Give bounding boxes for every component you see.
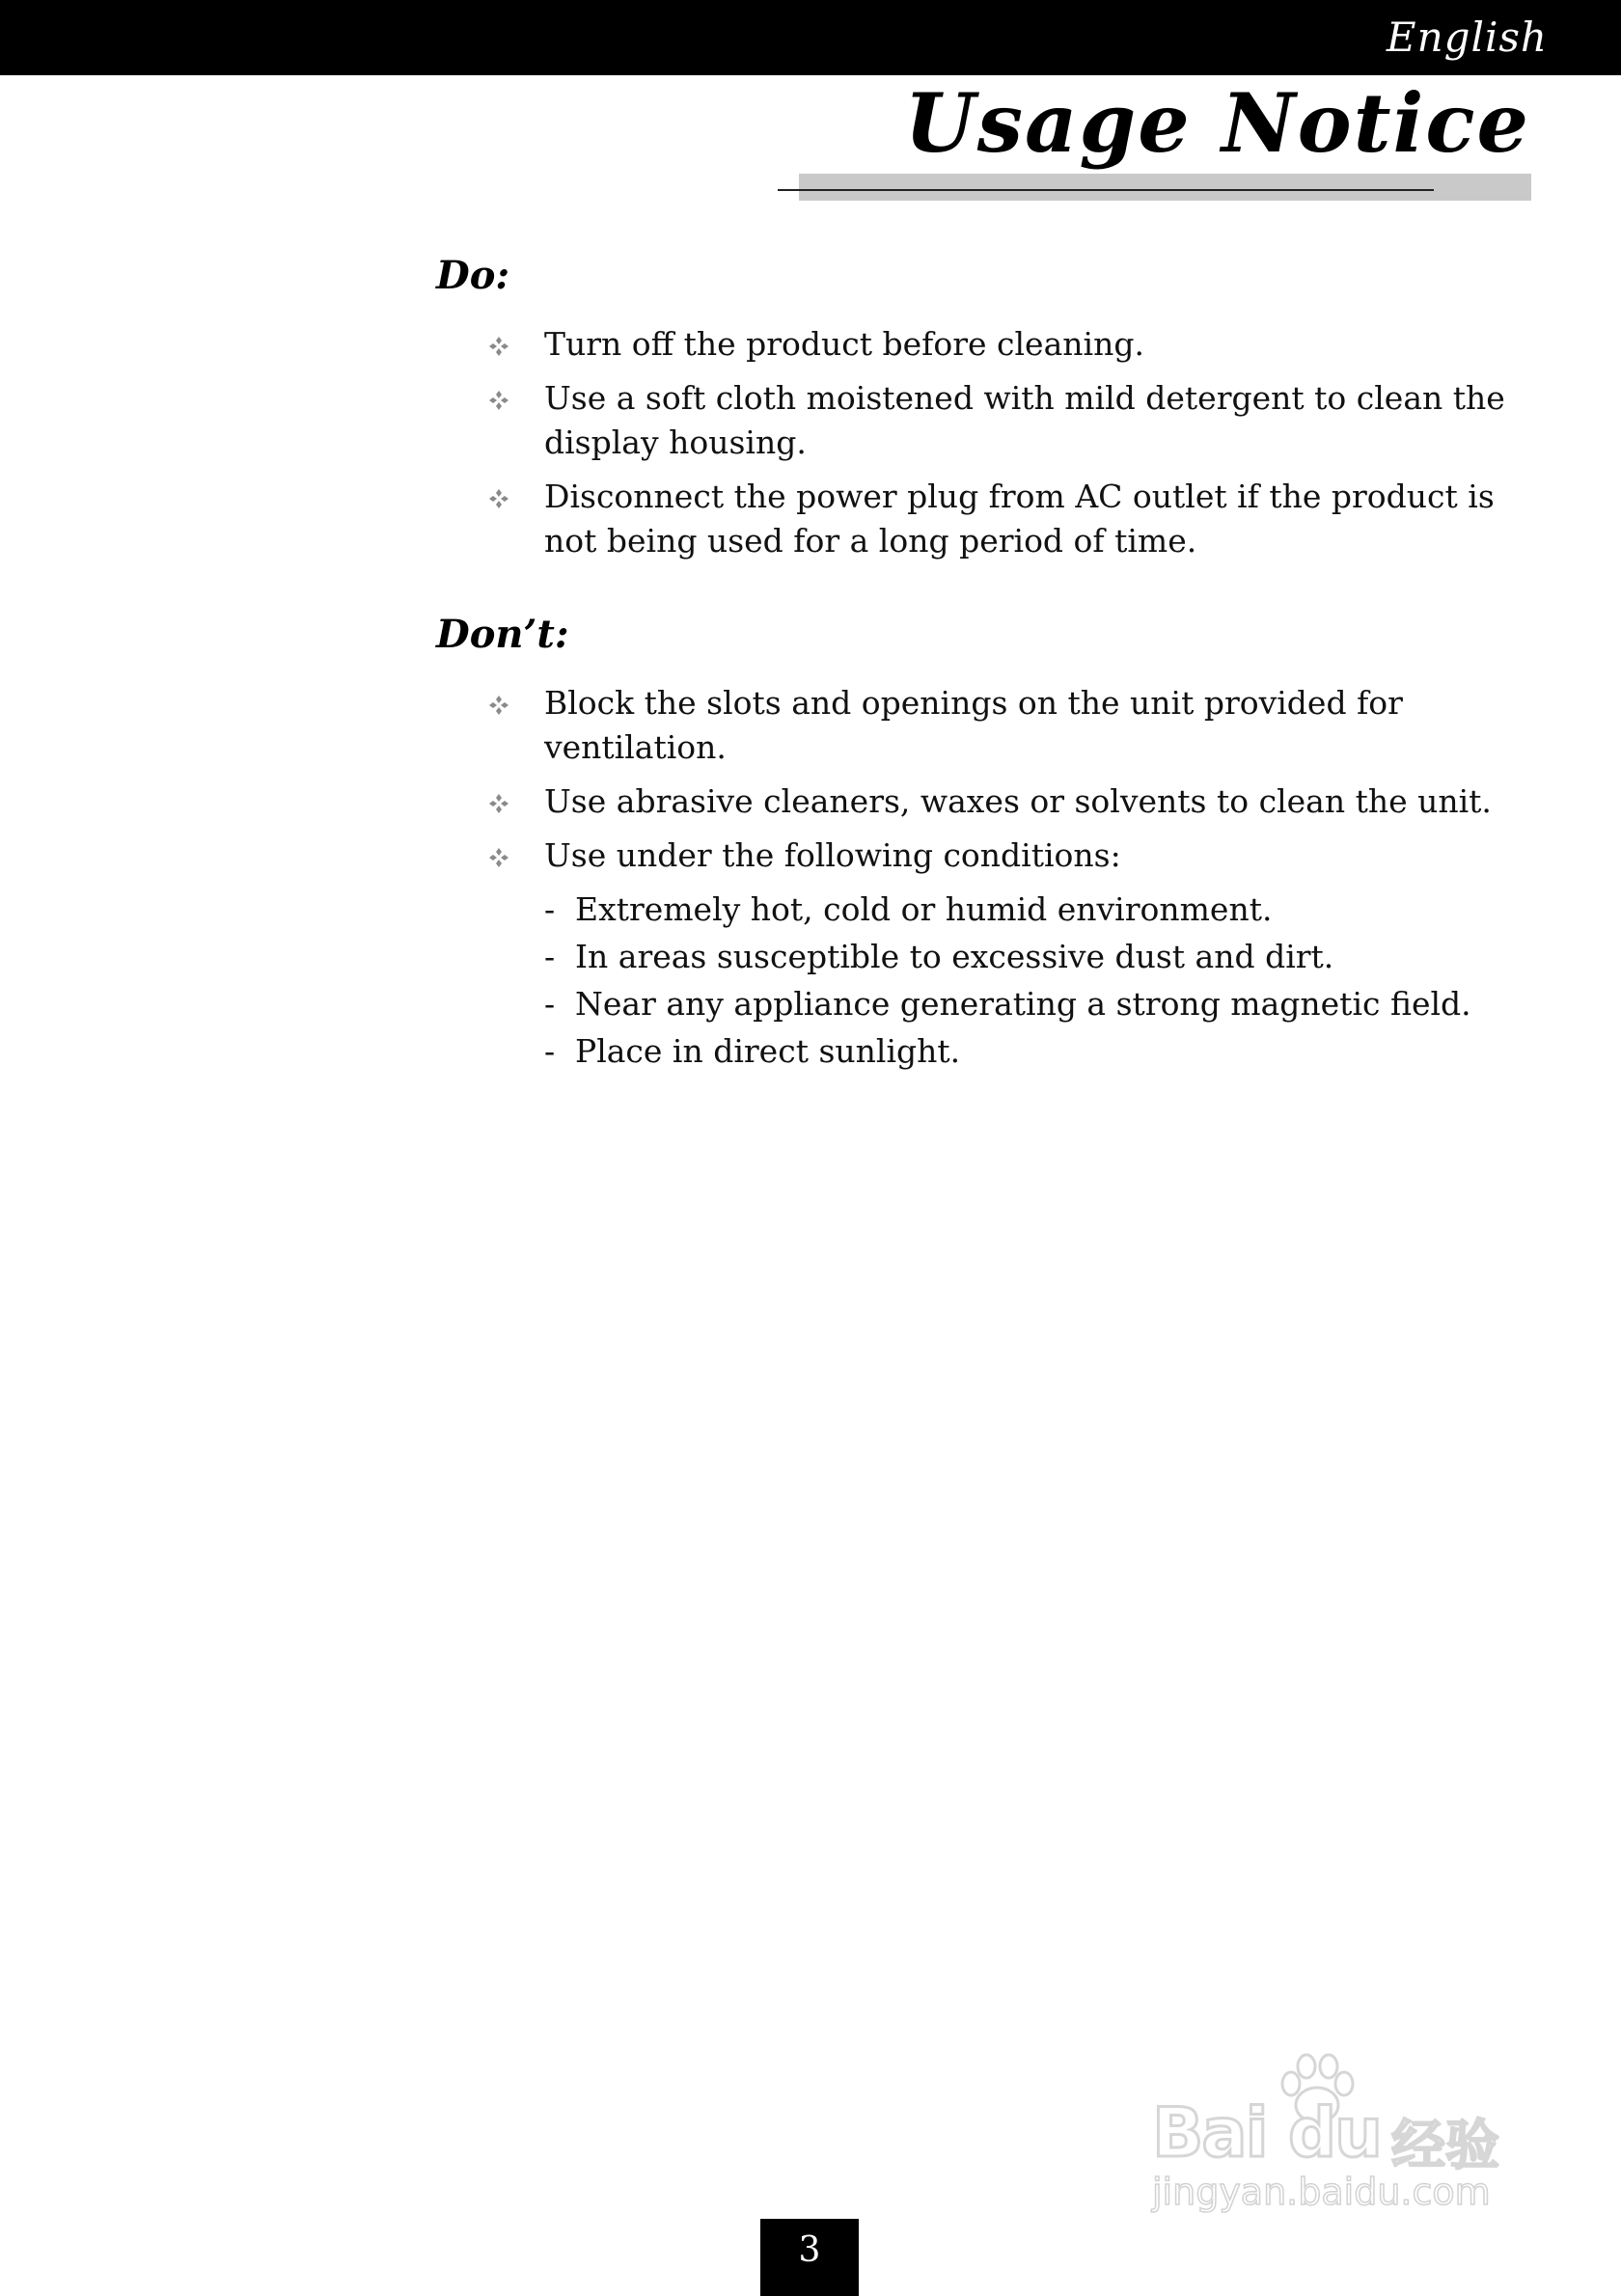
list-item [544,376,1519,465]
condition-text: In areas susceptible to excessive dust and dirt. [575,938,1334,975]
header-bar [0,0,1621,75]
dash-marker: - [544,938,556,975]
watermark-url: jingyan.baidu.com [1152,2171,1491,2213]
condition-text: Extremely hot, cold or humid environment. [575,890,1273,928]
list-item-text: Disconnect the power plug from AC outlet if the product is not being used for a long period of time. [544,478,1495,560]
condition-item [544,886,1519,933]
list-item-text: Use abrasive cleaners, waxes or solvents to clean the unit. [544,782,1492,820]
list-item-text: Use under the following conditions: [544,836,1121,874]
list-item-text: Turn off the product before cleaning. [544,325,1144,363]
list-item [544,475,1519,563]
do-list [436,322,1546,563]
list-item [544,779,1519,824]
condition-item [544,933,1519,980]
language-label: English [1386,14,1548,61]
content-area [436,249,1546,1084]
dont-list [436,681,1546,1075]
do-section [436,249,1546,563]
condition-text: Place in direct sunlight. [575,1032,961,1070]
list-item [544,322,1519,367]
condition-text: Near any appliance generating a strong magnetic field. [575,985,1471,1023]
list-item [544,834,1519,1075]
baidu-watermark [1150,2053,1526,2217]
four-diamond-bullet-icon [488,390,509,411]
four-diamond-bullet-icon [488,847,509,868]
list-item-text: Use a soft cloth moistened with mild detergent to clean the display housing. [544,379,1505,461]
four-diamond-bullet-icon [488,695,509,716]
dash-marker: - [544,985,556,1023]
list-item-text: Block the slots and openings on the unit provided for ventilation. [544,684,1403,766]
page-title: Usage Notice [904,75,1530,171]
four-diamond-bullet-icon [488,488,509,509]
dont-section [436,608,1546,1075]
dash-marker: - [544,890,556,928]
condition-item [544,980,1519,1027]
dont-heading: Don’t: [436,612,569,657]
watermark-cn: 经验 [1391,2115,1499,2177]
condition-item [544,1027,1519,1075]
dash-marker: - [544,1032,556,1070]
title-underline-rule [778,189,1434,191]
conditions-list [544,886,1519,1075]
page-number: 3 [760,2219,859,2296]
list-item [544,681,1519,770]
four-diamond-bullet-icon [488,336,509,357]
watermark-logo: Bai du [1152,2093,1381,2173]
do-heading: Do: [436,253,510,298]
title-underline-shadow [799,174,1531,201]
four-diamond-bullet-icon [488,793,509,814]
